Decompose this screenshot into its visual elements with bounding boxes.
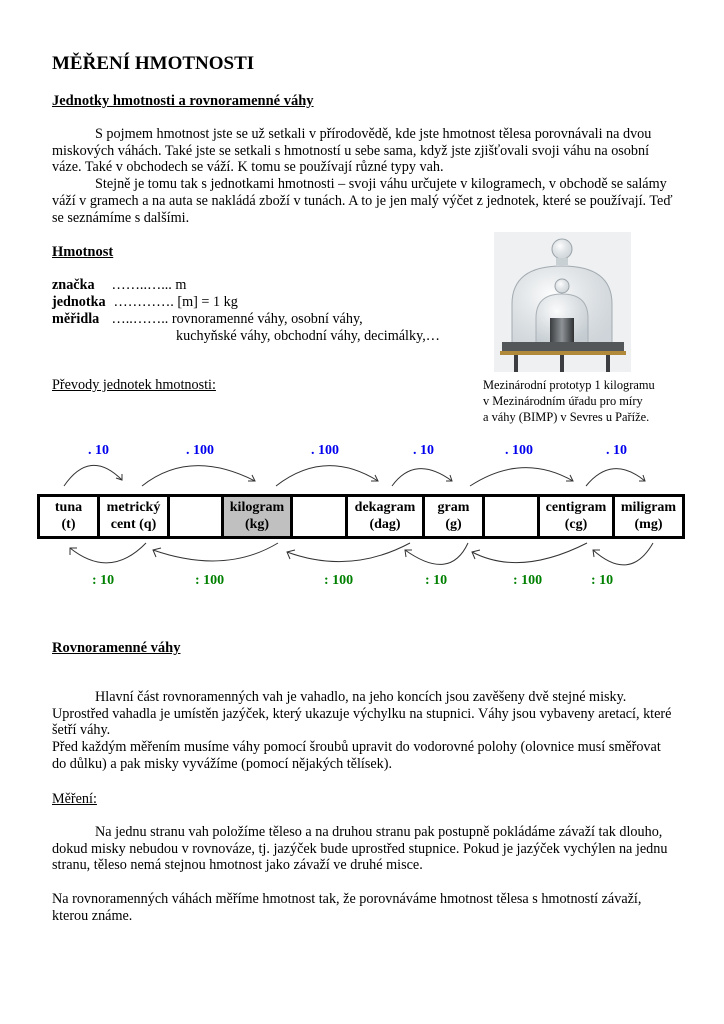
unit-conversion-table — [37, 494, 685, 539]
unit-abbr: (dag) — [369, 516, 401, 532]
multiply-label: . 10 — [413, 443, 434, 458]
balance-paragraph-1: Hlavní část rovnoramenných vah je vahadlo, na jeho koncích jsou zavěšeny dvě stejné misky. Uprostřed vahadla je umístěn jazýček, který ukazuje výchylku na stupnici. Váhy jsou vybaveny aretací, které šetří váhy. — [52, 689, 672, 739]
balance-paragraph-2: Před každým měřením musíme váhy pomocí šroubů upravit do vodorovné polohy (olovnice musí směřovat do důlku) a pak misky vyvážíme (pomocí nějakých tělísek). — [52, 739, 661, 772]
definition-label: jednotka — [52, 294, 106, 310]
intro-paragraph-2: Stejně je tomu tak s jednotkami hmotnosti – svoji váhu určujete v kilogramech, v obchodě se salámy váží v gramech a na auta se nakládá zboží v tunách. A to je jen malý výčet z jednotek, které se používají. Teď se seznámíme s dalšími. — [52, 176, 673, 226]
unit-cell-empty — [170, 497, 224, 536]
definition-dots: …..…….. — [111, 311, 169, 327]
multiply-label: . 100 — [505, 443, 533, 458]
section-heading-balance: Rovnoramenné váhy — [52, 640, 181, 656]
unit-name: miligram — [620, 500, 677, 515]
unit-cell-empty — [485, 497, 540, 536]
divide-label: : 10 — [425, 573, 448, 588]
multiply-label: . 100 — [311, 443, 339, 458]
caption-line: a váhy (BIMP) v Sevres u Paříže. — [483, 410, 650, 424]
divide-label: : 10 — [591, 573, 614, 588]
intro-paragraph-1: S pojmem hmotnost jste se už setkali v přírodovědě, kde jste hmotnost tělesa porovnávali na dvou miskových váhách. Také jste se setkali s hmotností u sebe sama, když jste zjišťovali svoji váhu na osobní váze. Také v obchodech se váží. K tomu se používají různé typy vah. — [52, 126, 652, 176]
divide-label: : 100 — [324, 573, 354, 588]
definition-label: měřidla — [52, 311, 100, 327]
divide-label: : 100 — [195, 573, 225, 588]
unit-cell-dekagram — [348, 497, 425, 536]
measurement-paragraph-2: Na rovnoramenných váhách měříme hmotnost tak, že porovnáváme hmotnost tělesa s hmotností závaží, kterou známe. — [52, 890, 642, 924]
definition-value: rovnoramenné váhy, osobní váhy, — [171, 311, 363, 327]
unit-cell-metricky-cent — [100, 497, 170, 536]
caption-line: Mezinárodní prototyp 1 kilogramu — [483, 378, 655, 392]
unit-abbr: cent (q) — [110, 516, 157, 532]
hmotnost-heading: Hmotnost — [52, 244, 114, 260]
definition-value-continuation: kuchyňské váhy, obchodní váhy, decimálky,… — [176, 328, 440, 344]
unit-abbr: (kg) — [244, 516, 270, 532]
unit-name: metrický — [106, 500, 161, 515]
unit-name: centigram — [545, 500, 607, 515]
caption-line: v Mezinárodním úřadu pro míry — [483, 394, 643, 408]
unit-cell-centigram — [540, 497, 615, 536]
unit-abbr: (mg) — [634, 516, 663, 532]
unit-cell-gram — [425, 497, 485, 536]
definition-dots: …………. — [113, 294, 174, 310]
conversions-heading: Převody jednotek hmotnosti: — [52, 377, 216, 393]
multiply-label: . 10 — [606, 443, 627, 458]
measurement-paragraph-1: Na jednu stranu vah položíme těleso a na druhou stranu pak postupně pokládáme závaží tak dlouho, dokud misky nebudou v rovnováze, tj. jazýček bude uprostřed stupnice. Pokud je jazýček vychýlen na jednu stranu, těleso nemá stejnou hmotnost jako závaží ve druhé misce. — [52, 824, 668, 874]
unit-cell-kilogram — [224, 497, 293, 536]
arrow-left-icon — [472, 543, 587, 563]
multiply-label: . 10 — [88, 443, 109, 458]
unit-abbr: (t) — [61, 516, 76, 532]
unit-cell-empty — [293, 497, 348, 536]
arrow-right-icon — [470, 468, 573, 486]
unit-cell-tuna — [40, 497, 100, 536]
arrow-left-icon — [153, 543, 278, 561]
unit-name: gram — [437, 500, 470, 515]
section-heading-units: Jednotky hmotnosti a rovnoramenné váhy — [52, 93, 314, 109]
unit-cell-miligram — [615, 497, 682, 536]
unit-name: tuna — [54, 500, 83, 515]
arrow-right-icon — [392, 469, 452, 486]
arrow-right-icon — [276, 466, 378, 486]
arrow-left-icon — [70, 543, 146, 563]
arrow-right-icon — [64, 465, 122, 486]
definition-value: [m] = 1 kg — [177, 294, 238, 310]
arrow-left-icon — [287, 543, 410, 562]
balance-text — [52, 689, 677, 773]
unit-name: dekagram — [354, 500, 416, 515]
measurement-text — [52, 824, 677, 924]
measurement-heading: Měření: — [52, 791, 97, 807]
divide-label: : 100 — [513, 573, 543, 588]
definition-dots: ……..…... — [111, 277, 172, 293]
divide-label: : 10 — [92, 573, 115, 588]
arrow-left-icon — [405, 543, 468, 564]
unit-name: kilogram — [229, 500, 285, 515]
unit-abbr: (cg) — [564, 516, 588, 532]
arrow-right-icon — [586, 469, 645, 486]
arrow-left-icon — [593, 543, 653, 565]
page-title: MĚŘENÍ HMOTNOSTI — [52, 53, 255, 74]
multiply-label: . 100 — [186, 443, 214, 458]
unit-abbr: (g) — [445, 516, 462, 532]
definition-label: značka — [52, 277, 95, 293]
arrow-right-icon — [142, 466, 255, 486]
definition-value: m — [175, 277, 187, 293]
